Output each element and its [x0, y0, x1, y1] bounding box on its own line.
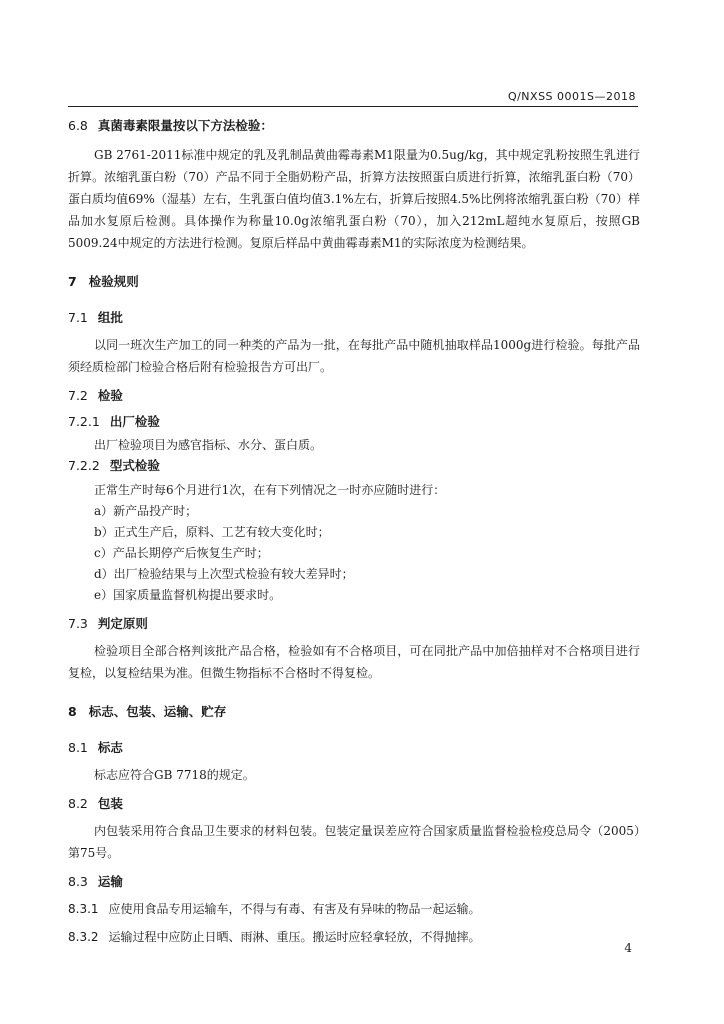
standard-code: Q/NXSS 0001S—2018: [507, 90, 636, 103]
section-7-1-paragraph: 以同一班次生产加工的同一种类的产品为一批，在每批产品中随机抽取样品1000g进行检验。每批产品须经质检部门检验合格后附有检验报告方可出厂。: [68, 338, 640, 374]
section-number: 8.3.1: [68, 902, 99, 916]
section-title: 检验: [97, 388, 123, 403]
section-number: 6.8: [68, 118, 88, 133]
section-7-3-paragraph: 检验项目全部合格判该批产品合格，检验如有不合格项目，可在同批产品中加倍抽样对不合格项目进行复检，以复检结果为准。但微生物指标不合格时不得复检。: [68, 644, 640, 680]
section-title: 检验规则: [88, 274, 139, 289]
clause-text: 运输过程中应防止日晒、雨淋、重压。搬运时应轻拿轻放，不得抛摔。: [108, 930, 481, 944]
list-item: b）正式生产后，原料、工艺有较大变化时；: [94, 525, 330, 539]
section-title: 标志: [97, 740, 123, 755]
list-item: d）出厂检验结果与上次型式检验有较大差异时；: [94, 567, 354, 581]
section-number: 7.1: [68, 310, 88, 325]
section-number: 8.3: [68, 874, 88, 889]
section-6-8-paragraph: GB 2761-2011标准中规定的乳及乳制品黄曲霉毒素M1限量为0.5ug/kg，其中规定乳粉按照生乳进行折算。浓缩乳蛋白粉（70）产品不同于全脂奶粉产品，折算方法按照蛋白质进行折算，浓缩乳蛋白粉（70）蛋白质均值69%（湿基）左右，生乳蛋白值均值3.1%左右，折算后按照4.5%比例将浓缩乳蛋白粉（70）样品加水复原后检测。具体操作为称量10.0g浓缩乳蛋白粉（70），加入212mL超纯水复原后，按照GB 5009.24中规定的方法进行检测。复原后样品中黄曲霉毒素M1的实际浓度为检测结果。: [68, 148, 640, 250]
section-title: 运输: [97, 874, 123, 889]
section-8-3-2: [68, 926, 640, 948]
section-8-heading: [68, 702, 640, 722]
section-7-2-1-paragraph: 出厂检验项目为感官指标、水分、蛋白质。: [94, 438, 323, 452]
section-number: 8.2: [68, 796, 88, 811]
section-number: 7: [68, 274, 77, 289]
section-title: 真菌毒素限量按以下方法检验：: [97, 118, 273, 133]
page-number: 4: [624, 941, 632, 955]
section-8-3-heading: [68, 872, 640, 892]
section-title: 标志、包装、运输、贮存: [88, 704, 227, 719]
section-title: 判定原则: [97, 616, 148, 631]
section-8-1-paragraph: 标志应符合GB 7718的规定。: [94, 768, 255, 782]
document-body: [68, 116, 640, 948]
section-7-1-heading: [68, 308, 640, 328]
section-7-2-2-heading: [68, 456, 640, 476]
list-item: c）产品长期停产后恢复生产时；: [94, 546, 269, 560]
section-number: 7.2: [68, 388, 88, 403]
section-title: 包装: [97, 796, 123, 811]
section-6-8-heading: [68, 116, 640, 136]
section-7-2-heading: [68, 386, 640, 406]
section-7-2-1-heading: [68, 412, 640, 432]
section-title: 型式检验: [109, 458, 160, 473]
section-number: 7.2.2: [68, 458, 100, 473]
section-7-2-2-intro: 正常生产时每6个月进行1次，在有下列情况之一时亦应随时进行：: [94, 483, 446, 497]
clause-text: 应使用食品专用运输车，不得与有毒、有害及有异味的物品一起运输。: [108, 902, 481, 916]
section-number: 7.2.1: [68, 414, 100, 429]
section-8-2-paragraph: 内包装采用符合食品卫生要求的材料包装。包装定量误差应符合国家质量监督检验检疫总局令（2005）第75号。: [68, 824, 640, 860]
list-item: a）新产品投产时；: [94, 504, 198, 518]
section-7-heading: [68, 272, 640, 292]
section-7-3-heading: [68, 614, 640, 634]
list-item: e）国家质量监督机构提出要求时。: [94, 588, 282, 602]
header-rule: [68, 106, 638, 107]
section-number: 8: [68, 704, 77, 719]
section-8-2-heading: [68, 794, 640, 814]
section-number: 8.3.2: [68, 930, 99, 944]
section-title: 组批: [97, 310, 123, 325]
section-8-3-1: [68, 898, 640, 920]
section-title: 出厂检验: [109, 414, 160, 429]
section-8-1-heading: [68, 738, 640, 758]
section-number: 8.1: [68, 740, 88, 755]
section-number: 7.3: [68, 616, 88, 631]
